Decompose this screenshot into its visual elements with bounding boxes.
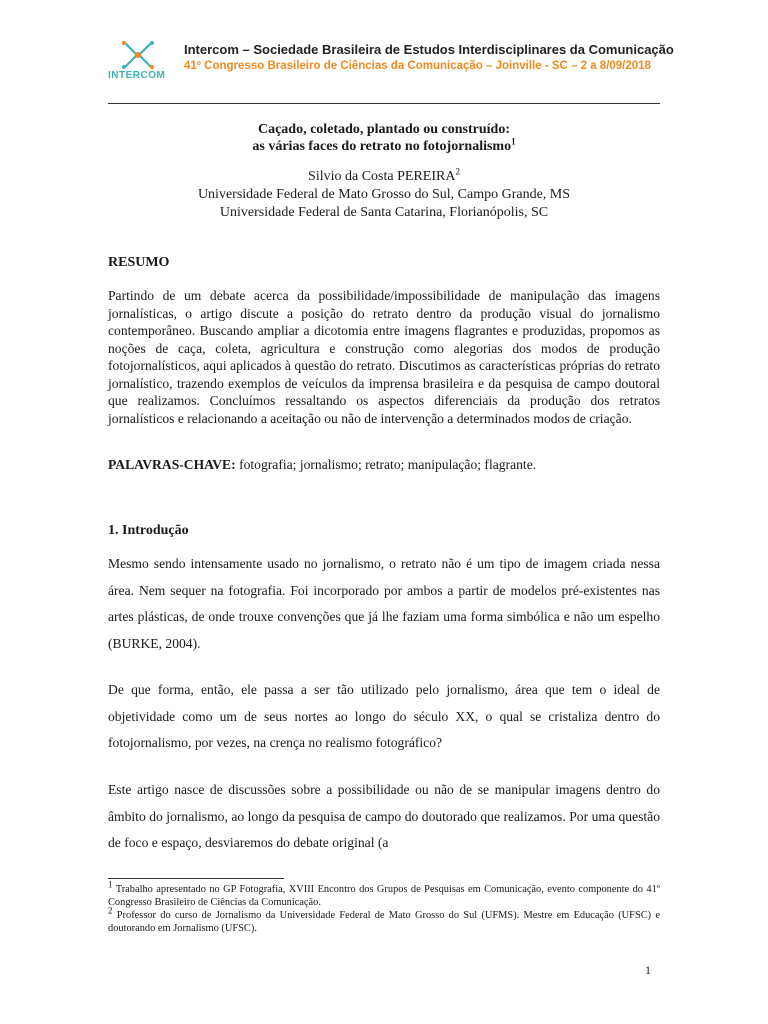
author-name — [108, 168, 660, 186]
footnote-divider — [108, 878, 284, 879]
author-name-text: Silvio da Costa PEREIRA — [308, 169, 456, 184]
footnote-ref-2: 2 — [455, 166, 460, 177]
author-affiliation-1: Universidade Federal de Mato Grosso do Sul, Campo Grande, MS — [197, 187, 571, 202]
logo-wordmark: INTERCOM — [108, 70, 166, 81]
footnote-ref-1: 1 — [511, 136, 516, 147]
footnote-2-text: Professor do curso de Jornalismo da Universidade Federal de Mato Grosso do Sul (UFMS). Mestre em Educação (UFSC) e doutorando em Jornalismo (UFSC). — [108, 910, 660, 934]
header-divider — [108, 103, 660, 104]
footnote-1-mark: 1 — [108, 879, 113, 890]
intro-paragraph-1: Mesmo sendo intensamente usado no jornalismo, o retrato não é um tipo de imagem criada nessa área. Nem sequer na fotografia. Foi incorporado por ambos a partir de modelos pré-existentes nas artes plásticas, de onde trouxe convenções que já lhe faziam uma forma simbólica e não um espelho (BURKE, 2004). — [108, 556, 660, 651]
keywords — [108, 456, 660, 474]
header-organization: Intercom – Sociedade Brasileira de Estudos Interdisciplinares da Comunicação — [184, 42, 674, 57]
intro-paragraph-2: De que forma, então, ele passa a ser tão utilizado pelo jornalismo, área que tem o ideal de objetividade como um de seus nortes ao longo do século XX, o qual se cristaliza dentro do fotojornalismo, por vezes, na crença no realismo fotográfico? — [108, 682, 660, 750]
footnote-1 — [108, 879, 660, 909]
intro-heading: 1. Introdução — [108, 523, 189, 538]
paper-title-line1: Caçado, coletado, plantado ou construído: — [257, 122, 511, 137]
intercom-logo — [108, 40, 172, 86]
intro-paragraph-3: Este artigo nasce de discussões sobre a possibilidade ou não de se manipular imagens dentro do âmbito do jornalismo, ao longo da pesquisa de campo do doutorado que realizamos. Por uma questão de foco e espaço, desviaremos do debate original (a — [108, 782, 660, 850]
footnote-1-text: Trabalho apresentado no GP Fotografia, XVIII Encontro dos Grupos de Pesquisas em Comunicação, evento componente do 41º Congresso Brasileiro de Ciências da Comunicação. — [108, 884, 660, 908]
keywords-list: fotografia; jornalismo; retrato; manipulação; flagrante. — [239, 457, 537, 472]
abstract-heading: RESUMO — [108, 255, 170, 270]
keywords-label: PALAVRAS-CHAVE: — [108, 457, 236, 472]
paper-title-line2-text: as várias faces do retrato no fotojornalismo — [252, 139, 512, 154]
header-congress: 41º Congresso Brasileiro de Ciências da Comunicação – Joinville - SC – 2 a 8/09/2018 — [184, 60, 651, 72]
intercom-logo-icon — [118, 40, 158, 70]
author-affiliation-2: Universidade Federal de Santa Catarina, Florianópolis, SC — [219, 205, 549, 220]
footnote-2-mark: 2 — [108, 905, 113, 916]
abstract-text: Partindo de um debate acerca da possibilidade/impossibilidade de manipulação das imagens jornalísticas, o artigo discute a posição do retrato dentro da produção visual do jornalismo contemporâneo. Buscando ampliar a dicotomia entre imagens flagrantes e produzidas, propomos as noções de caça, coleta, agricultura e construção como alegorias dos modos de produção fotojornalísticos, aqui aplicados à questão do retrato. Discutimos as características próprias do retrato jornalístico, trazendo exemplos de veículos da imprensa brasileira e da pesquisa de campo doutoral que realizamos. Concluímos ressaltando os aspectos diferenciais da produção dos retratos jornalísticos e relacionando a aceitação ou não de intervenção a determinados modos de criação. — [108, 288, 660, 426]
page-number: 1 — [645, 963, 651, 977]
paper-title-line2 — [108, 138, 660, 155]
footnote-2 — [108, 905, 660, 935]
